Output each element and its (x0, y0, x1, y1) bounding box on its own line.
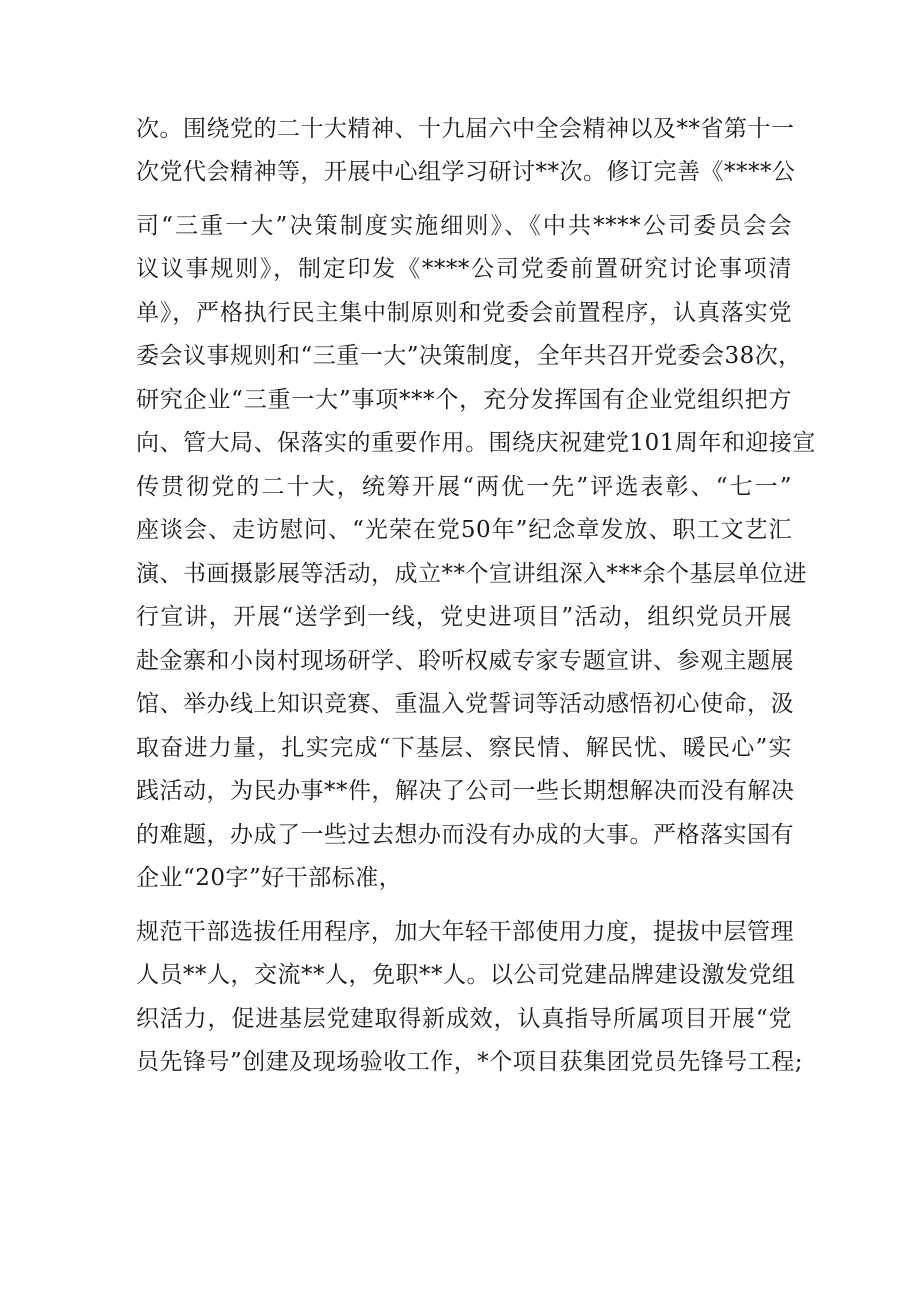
text-line: 企业“20字”好干部标准， (136, 865, 403, 891)
text-line: 织活力，促进基层党建取得新成效，认真指导所属项目开展“党 (136, 1006, 792, 1032)
text-line: 委会议事规则和“三重一大”决策制度，全年共召开党委会38次， (136, 343, 802, 369)
text-line: 取奋进力量，扎实完成“下基层、察民情、解民忧、暖民心”实 (136, 735, 792, 761)
text-line: 座谈会、走访慰问、“光荣在党50年”纪念章发放、职工文艺汇 (136, 517, 792, 543)
text-line: 行宣讲，开展“送学到一线，党史进项目”活动，组织党员开展 (136, 604, 792, 630)
text-line: 向、管大局、保落实的重要作用。围绕庆祝建党101周年和迎接宣 (136, 430, 816, 456)
text-line: 践活动，为民办事**件，解决了公司一些长期想解决而没有解决 (136, 778, 795, 804)
text-line: 次党代会精神等，开展中心组学习研讨**次。修订完善《****公 (136, 159, 796, 185)
text-line: 的难题，办成了一些过去想办而没有办成的大事。严格落实国有 (136, 822, 794, 848)
text-line: 规范干部选拔任用程序，加大年轻干部使用力度，提拔中层管理 (136, 919, 794, 945)
text-line: 传贯彻党的二十大，统筹开展“两优一先”评选表彰、“七一” (136, 474, 792, 500)
text-line: 单》，严格执行民主集中制原则和党委会前置程序，认真落实党 (136, 300, 792, 326)
text-line: 馆、举办线上知识竞赛、重温入党誓词等活动感悟初心使命，汲 (136, 691, 794, 717)
text-line: 司“三重一大”决策制度实施细则》、《中共****公司委员会会 (136, 213, 792, 239)
text-line: 人员**人，交流**人，免职**人。以公司党建品牌建设激发党组 (136, 962, 796, 988)
text-line: 研究企业“三重一大”事项***个，充分发挥国有企业党组织把方 (136, 387, 792, 413)
text-line: 员先锋号”创建及现场验收工作，*个项目获集团党员先锋号工程; (136, 1049, 804, 1075)
text-line: 次。围绕党的二十大精神、十九届六中全会精神以及**省第十一 (136, 116, 795, 142)
text-line: 演、书画摄影展等活动，成立**个宣讲组深入***余个基层单位进 (136, 561, 807, 587)
text-line: 赴金寨和小岗村现场研学、聆听权威专家专题宣讲、参观主题展 (136, 648, 794, 674)
text-line: 议议事规则》，制定印发《****公司党委前置研究讨论事项清 (136, 256, 792, 282)
